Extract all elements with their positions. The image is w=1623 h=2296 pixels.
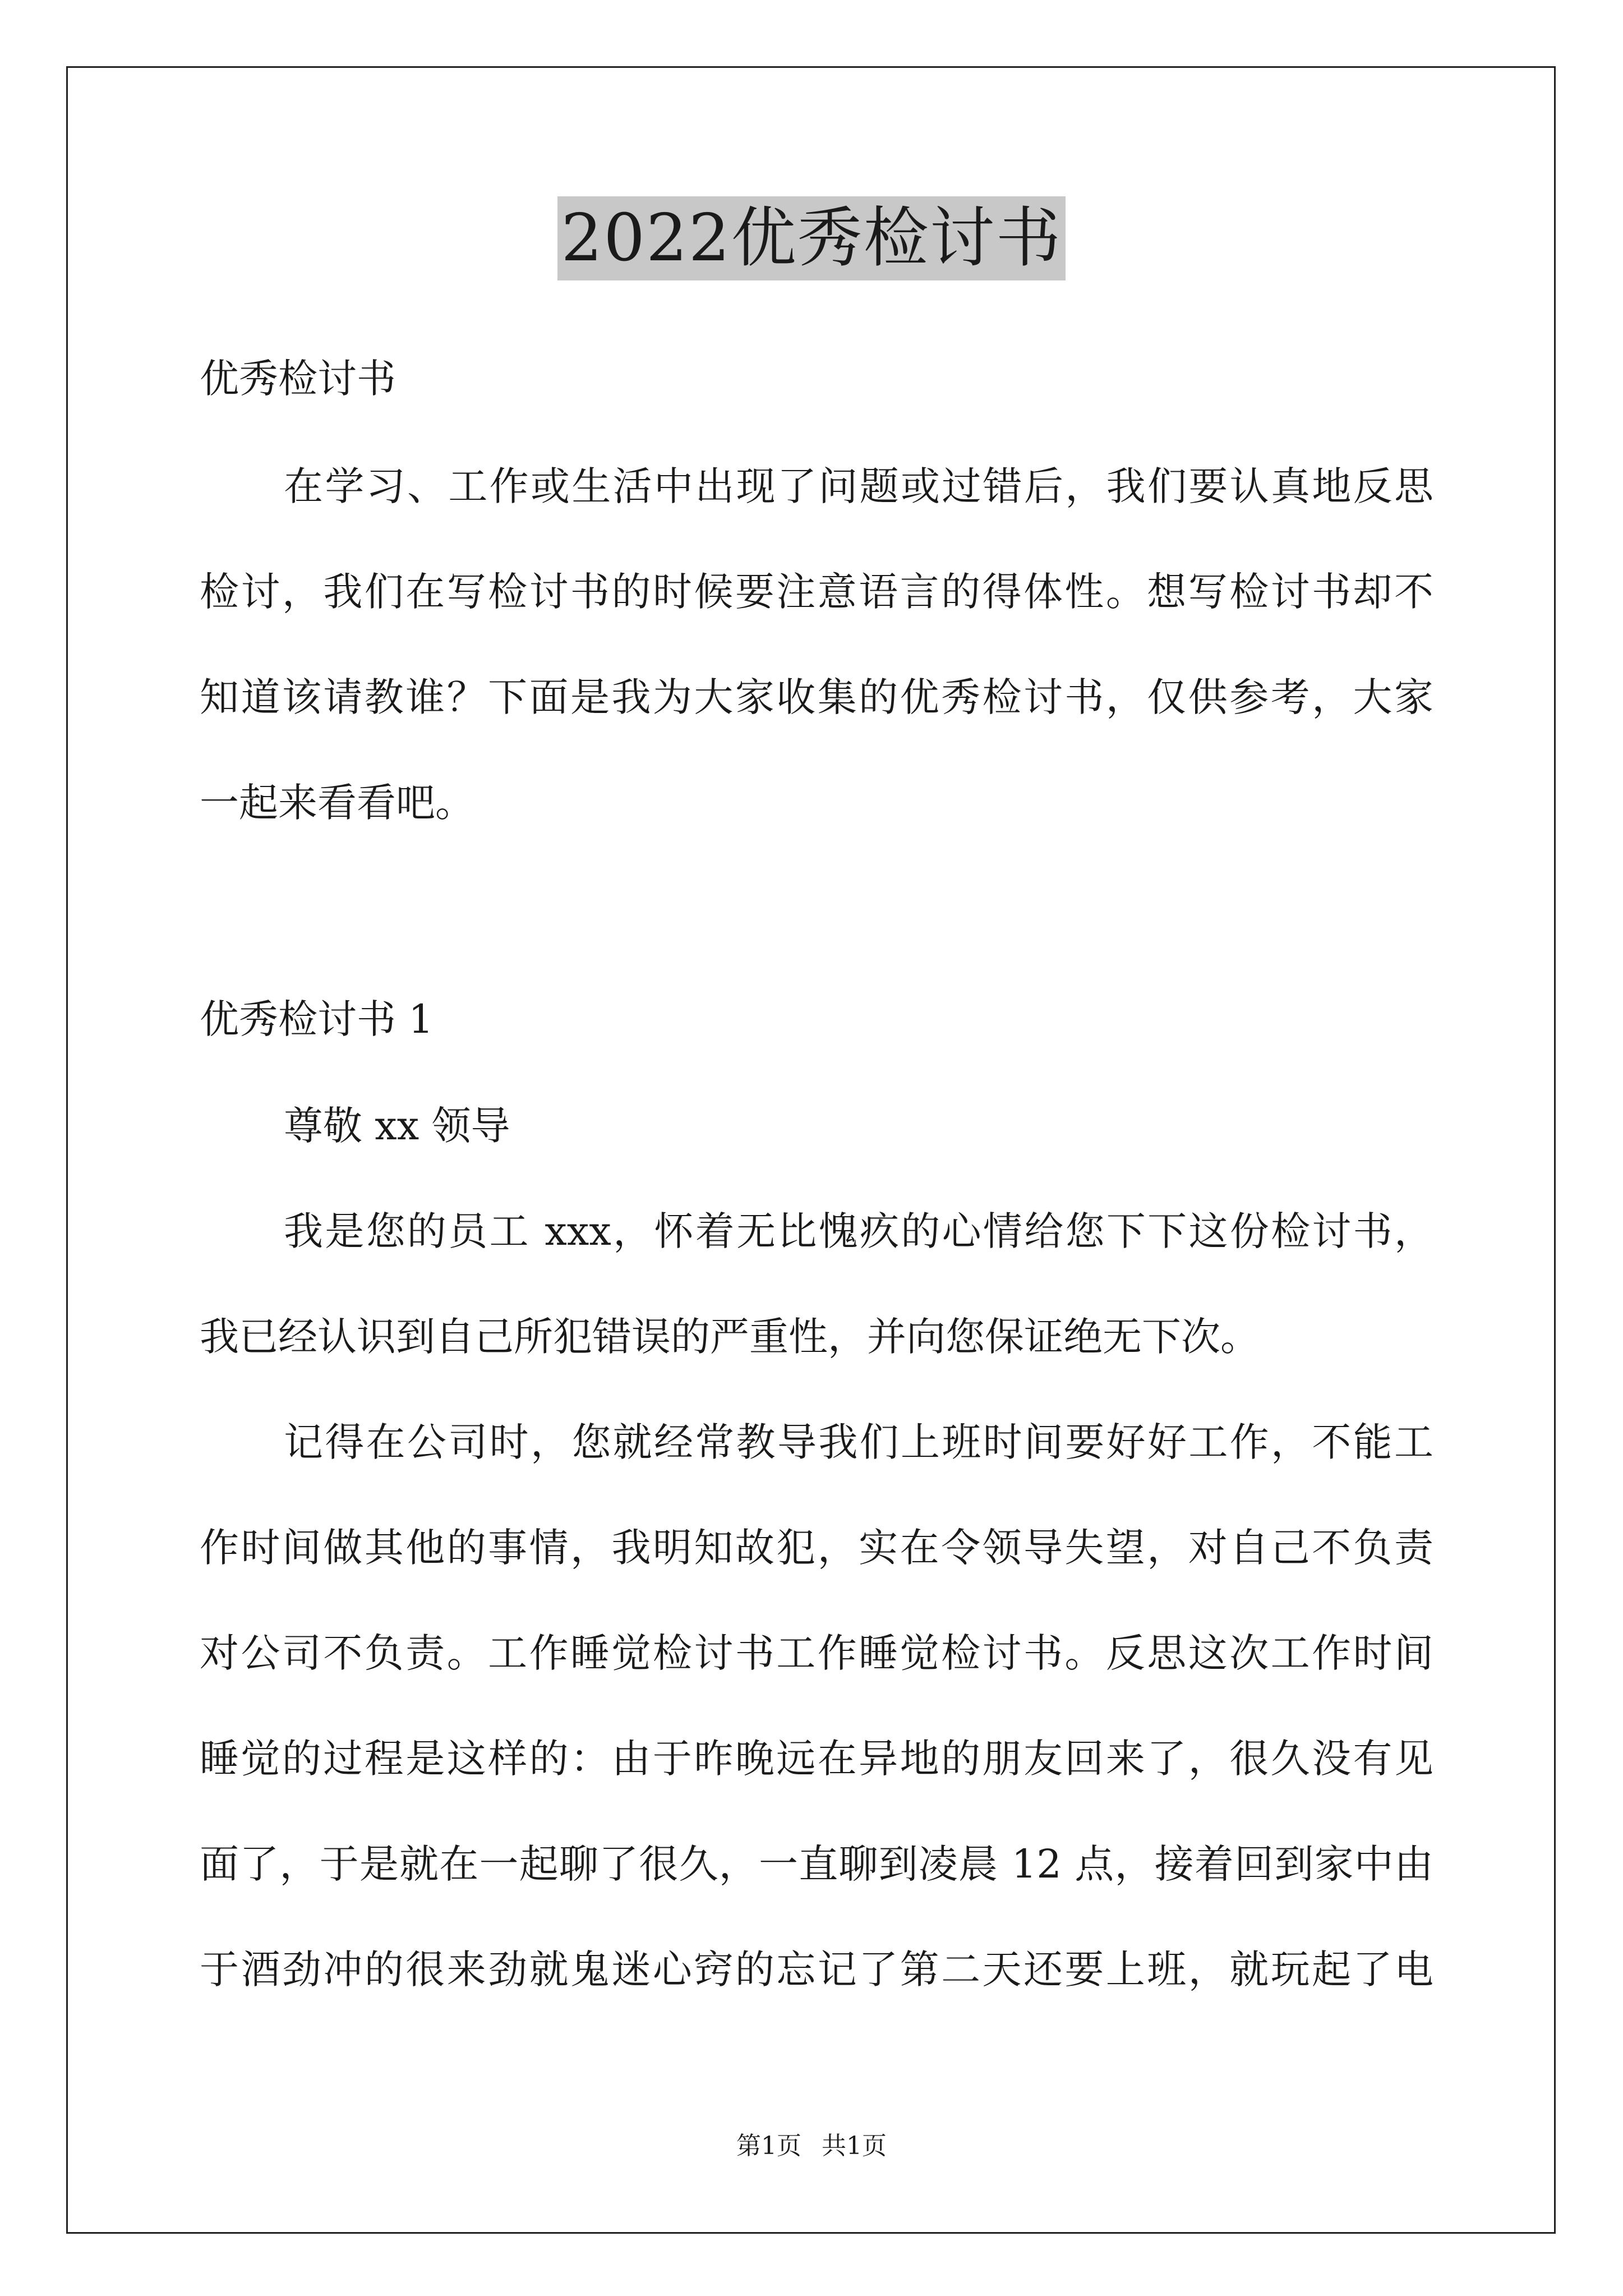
paragraph-line: 在学习、工作或生活中出现了问题或过错后，我们要认真地反思: [284, 463, 1433, 509]
section-heading: 优秀检讨书: [200, 356, 396, 402]
paragraph-line: 面了，于是就在一起聊了很久，一直聊到凌晨 12 点，接着回到家中由: [200, 1841, 1433, 1887]
paragraph-line: 检讨，我们在写检讨书的时候要注意语言的得体性。想写检讨书却不: [200, 569, 1433, 615]
title-container: [0, 196, 1623, 280]
salutation: 尊敬 xx 领导: [284, 1103, 510, 1149]
document-title: 2022优秀检讨书: [557, 196, 1065, 280]
paragraph-line: 我已经认识到自己所犯错误的严重性，并向您保证绝无下次。: [200, 1314, 1260, 1360]
paragraph-line: 记得在公司时，您就经常教导我们上班时间要好好工作，不能工: [284, 1419, 1433, 1465]
paragraph-line: 知道该请教谁？下面是我为大家收集的优秀检讨书，仅供参考，大家: [200, 674, 1433, 720]
paragraph-line: 于酒劲冲的很来劲就鬼迷心窍的忘记了第二天还要上班，就玩起了电: [200, 1947, 1433, 1993]
page-number: 第1页: [736, 2132, 801, 2160]
section-heading: 优秀检讨书 1: [200, 996, 434, 1042]
page-total: 共1页: [822, 2132, 887, 2160]
paragraph-line: 对公司不负责。工作睡觉检讨书工作睡觉检讨书。反思这次工作时间: [200, 1630, 1433, 1676]
paragraph-line: 一起来看看吧。: [200, 780, 474, 826]
paragraph-line: 睡觉的过程是这样的：由于昨晚远在异地的朋友回来了，很久没有见: [200, 1736, 1433, 1782]
page-footer: [0, 2129, 1623, 2163]
paragraph-line: 作时间做其他的事情，我明知故犯，实在令领导失望，对自己不负责: [200, 1525, 1433, 1571]
paragraph-line: 我是您的员工 xxx，怀着无比愧疚的心情给您下下这份检讨书，: [284, 1208, 1433, 1254]
